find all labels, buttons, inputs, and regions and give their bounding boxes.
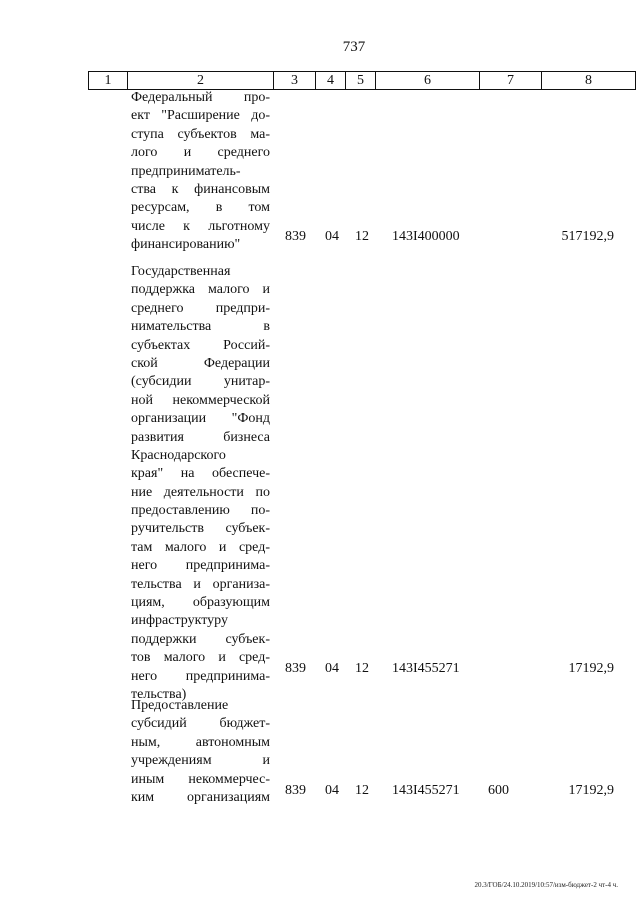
row-1-line: ресурсам, в том [131, 200, 270, 216]
row-2-line: ние деятельности по [131, 484, 270, 500]
row-2-line: циям, образующим [131, 595, 270, 611]
row-3-line: ным, автономным [131, 734, 270, 750]
row-2-line: ручительств субъек- [131, 521, 270, 537]
header-col-4: 4 [316, 72, 346, 89]
row-2-line: инфраструктуру [131, 613, 228, 629]
row-3-line: учреждениям и [131, 753, 270, 769]
row-3-line: Предоставление [131, 698, 229, 713]
row-2-line: развития бизнеса [131, 429, 270, 445]
row-2-line: ской Федерации [131, 355, 270, 371]
row-2-line: нимательства в [131, 319, 270, 335]
row-2-line: края" на обеспече- [131, 466, 270, 482]
row-3-line: субсидий бюджет- [131, 716, 270, 732]
header-col-1: 1 [89, 72, 128, 89]
row-2-line: тов малого и сред- [131, 650, 270, 666]
row-2-line: субъектах Россий- [131, 337, 270, 353]
header-col-2: 2 [128, 72, 274, 89]
row-3-col-7: 600 [488, 783, 509, 798]
row-1-line: лого и среднего [131, 145, 270, 161]
row-1-col-5: 12 [355, 229, 369, 244]
row-2-line: (субсидии унитар- [131, 374, 270, 390]
row-1-line: ступа субъектов ма- [131, 126, 270, 142]
row-2-line: тельства) [131, 686, 187, 702]
header-col-5: 5 [346, 72, 376, 89]
row-1-col-3: 839 [285, 229, 306, 244]
header-col-8: 8 [585, 73, 592, 88]
row-3-col-8: 17192,9 [568, 783, 614, 798]
row-1-line: финансированию" [131, 237, 241, 253]
row-1-line: ект "Расширение до- [131, 108, 270, 124]
row-2-col-4: 04 [325, 661, 339, 676]
row-2-line: там малого и сред- [131, 539, 270, 555]
row-3-line: иным некоммерчес- [131, 771, 270, 787]
row-2-line: среднего предпри- [131, 300, 270, 316]
row-2-line: ной некоммерческой [131, 392, 270, 408]
row-3-line: ким организациям [131, 789, 270, 805]
row-3-col-4: 04 [325, 783, 339, 798]
row-1-col-6: 143I400000 [392, 229, 460, 244]
row-2-line: поддержки субъек- [131, 631, 270, 647]
header-col-3: 3 [274, 72, 316, 89]
row-3-col-5: 12 [355, 783, 369, 798]
row-2-line: организации "Фонд [131, 411, 270, 427]
document-footer: 20.3/ГОБ/24.10.2019/10:57/изм-бюджет-2 чт-4 ч. [474, 881, 618, 889]
header-col-6: 6 [376, 72, 480, 89]
row-2-line: поддержка малого и [131, 282, 270, 298]
row-2-line: него предпринима- [131, 558, 270, 574]
page-number: 737 [342, 39, 366, 55]
row-2-col-3: 839 [285, 661, 306, 676]
row-3-description [131, 697, 270, 807]
row-2-col-8: 17192,9 [568, 661, 614, 676]
row-1-line: ства к финансовым [131, 181, 270, 197]
row-2-col-6: 143I455271 [392, 661, 460, 676]
row-2-description [131, 263, 270, 704]
row-2-line: предоставлению по- [131, 503, 270, 519]
row-1-col-4: 04 [325, 229, 339, 244]
row-1-line: числе к льготному [131, 218, 270, 234]
header-col-7: 7 [480, 72, 542, 89]
row-1-description [131, 89, 270, 255]
row-2-line: Краснодарского [131, 447, 226, 463]
row-3-col-6: 143I455271 [392, 783, 460, 798]
row-1-line: предприниматель- [131, 163, 241, 179]
row-2-line: Государственная [131, 264, 231, 279]
row-3-col-3: 839 [285, 783, 306, 798]
table-header [88, 71, 636, 90]
row-2-col-5: 12 [355, 661, 369, 676]
row-1-line: Федеральный про- [131, 90, 270, 105]
row-2-line: него предпринима- [131, 668, 270, 684]
row-2-line: тельства и организа- [131, 576, 270, 592]
row-1-col-8: 517192,9 [561, 229, 614, 244]
